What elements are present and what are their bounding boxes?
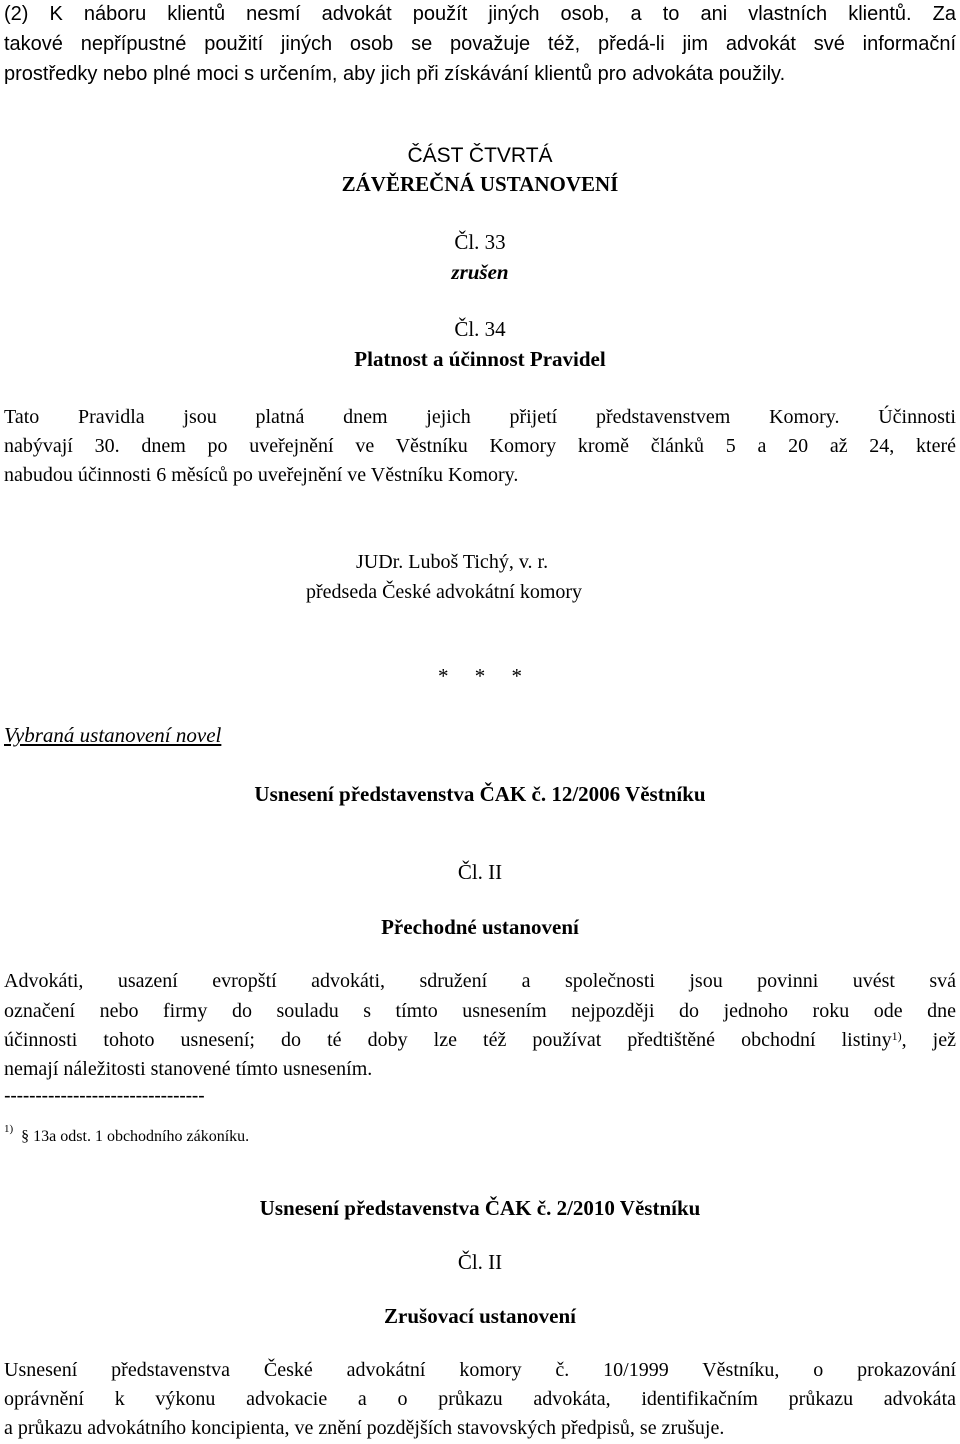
intro-line: (2) K náboru klientů nesmí advokát použít jiných osob, a to ani vlastních klientů. Za [4, 3, 956, 25]
article-number: Čl. 33 [454, 230, 506, 254]
paragraph-line [4, 1030, 956, 1050]
paragraph-line: nabývají 30. dnem po uveřejnění ve Věstníku Komory kromě článků 5 a 20 až 24, které [4, 435, 956, 457]
novel-title: Usnesení představenstva ČAK č. 2/2010 Věstníku [259, 1196, 701, 1220]
footnote-mark: 1) [4, 1123, 14, 1135]
paragraph-line: Advokáti, usazení evropští advokáti, sdružení a společnosti jsou povinni uvést svá [4, 970, 956, 992]
footnote-text: § 13a odst. 1 obchodního zákoníku. [21, 1128, 250, 1145]
article-number: Čl. 34 [454, 317, 506, 341]
article-number: Čl. II [457, 860, 503, 884]
paragraph-text: , jež [901, 1029, 956, 1051]
novel-title: Usnesení představenstva ČAK č. 12/2006 Věstníku [254, 782, 706, 806]
intro-line: prostředky nebo plné moci s určením, aby jich při získávání klientů pro advokáta použily. [4, 63, 786, 85]
article-heading: Přechodné ustanovení [381, 915, 579, 939]
signature-role: předseda České advokátní komory [306, 581, 583, 603]
article-heading: Zrušovací ustanovení [384, 1304, 576, 1328]
paragraph-line: Usnesení představenstva České advokátní komory č. 10/1999 Věstníku, o prokazování [4, 1359, 956, 1381]
paragraph-line: Tato Pravidla jsou platná dnem jejich přijetí představenstvem Komory. Účinnosti [4, 406, 956, 428]
footnote-rule: -------------------------------- [4, 1085, 205, 1107]
paragraph-text: účinnosti tohoto usnesení; do té doby lze též používat předtištěné obchodní listiny [4, 1029, 892, 1051]
paragraph-line: a průkazu advokátního koncipienta, ve znění pozdějších stavovských předpisů, se zrušuje. [4, 1417, 725, 1439]
intro-line: takové nepřípustné použití jiných osob se považuje též, předá-li jim advokát své informační [4, 33, 956, 55]
paragraph-line: nabudou účinnosti 6 měsíců po uveřejnění ve Věstníku Komory. [4, 464, 519, 486]
part-title: ČÁST ČTVRTÁ [407, 144, 553, 167]
novels-heading: Vybraná ustanovení novel [4, 723, 222, 747]
part-subtitle: ZÁVĚREČNÁ USTANOVENÍ [341, 172, 619, 196]
paragraph-line: označení nebo firmy do souladu s tímto usnesením nejpozději do jednoho roku ode dne [4, 1000, 956, 1022]
article-status: zrušen [451, 260, 509, 284]
section-separator: * * * [438, 664, 522, 688]
signature-name: JUDr. Luboš Tichý, v. r. [356, 551, 549, 573]
article-number: Čl. II [457, 1250, 503, 1274]
footnote-reference: 1) [891, 1029, 902, 1043]
paragraph-line: nemají náležitosti stanovené tímto usnesením. [4, 1058, 373, 1080]
footnote [4, 1123, 250, 1145]
article-heading: Platnost a účinnost Pravidel [354, 347, 606, 371]
paragraph-line: oprávnění k výkonu advokacie a o průkazu advokáta, identifikačním průkazu advokáta [4, 1388, 956, 1410]
